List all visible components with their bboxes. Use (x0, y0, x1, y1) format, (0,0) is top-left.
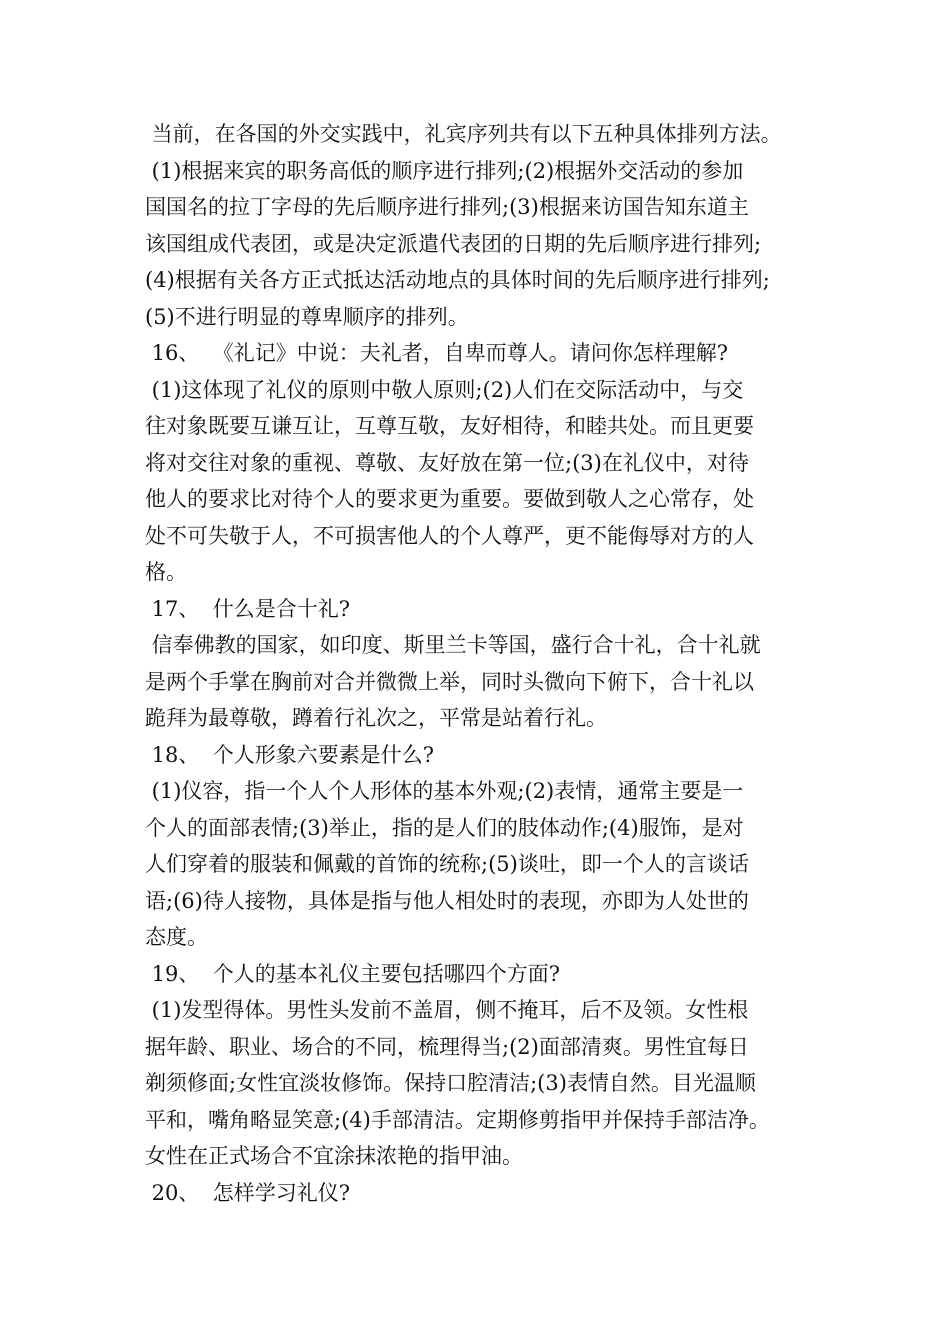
text-line: 个人的面部表情;(3)举止，指的是人们的肢体动作;(4)服饰，是对 (145, 815, 744, 840)
text-line: (4)根据有关各方正式抵达活动地点的具体时间的先后顺序进行排列; (145, 268, 770, 292)
text-line: 平和，嘴角略显笑意;(4)手部清洁。定期修剪指甲并保持手部洁净。 (145, 1107, 770, 1132)
text-line: 往对象既要互谦互让，互尊互敬，友好相待，和睦共处。而且更要 (145, 414, 754, 438)
text-line: 他人的要求比对待个人的要求更为重要。要做到敬人之心常存，处 (145, 487, 754, 511)
question-heading-20: 20、 怎样学习礼仪? (145, 1180, 351, 1205)
text-line: 态度。 (145, 925, 208, 949)
text-line: 语;(6)待人接物，具体是指与他人相处时的表现，亦即为人处世的 (145, 888, 749, 913)
question-heading-19: 19、 个人的基本礼仪主要包括哪四个方面? (145, 961, 561, 986)
question-heading-16: 16、 《礼记》中说：夫礼者，自卑而尊人。请问你怎样理解? (145, 341, 729, 365)
text-line: 信奉佛教的国家，如印度、斯里兰卡等国，盛行合十礼，合十礼就 (145, 633, 761, 657)
text-line: (1)这体现了礼仪的原则中敬人原则;(2)人们在交际活动中，与交 (145, 377, 744, 402)
text-line: 该国组成代表团，或是决定派遣代表团的日期的先后顺序进行排列; (145, 231, 762, 256)
text-line: (1)发型得体。男性头发前不盖眉，侧不掩耳，后不及领。女性根 (145, 998, 749, 1022)
text-line: 人们穿着的服装和佩戴的首饰的统称;(5)谈吐，即一个人的言谈话 (145, 852, 749, 876)
text-line: 格。 (145, 560, 187, 584)
text-line: 女性在正式场合不宜涂抹浓艳的指甲油。 (145, 1144, 523, 1168)
text-line: (1)仪容，指一个人个人形体的基本外观;(2)表情，通常主要是一 (145, 779, 744, 803)
text-line: (1)根据来宾的职务高低的顺序进行排列;(2)根据外交活动的参加 (145, 158, 744, 183)
text-line: (5)不进行明显的尊卑顺序的排列。 (145, 304, 469, 329)
text-line: 剃须修面;女性宜淡妆修饰。保持口腔清洁;(3)表情自然。目光温顺 (145, 1071, 756, 1095)
text-line: 国国名的拉丁字母的先后顺序进行排列;(3)根据来访国告知东道主 (145, 195, 749, 219)
text-line: 是两个手掌在胸前对合并微微上举，同时头微向下俯下，合十礼以 (145, 669, 754, 694)
question-heading-17: 17、 什么是合十礼? (145, 596, 351, 621)
text-line: 据年龄、职业、场合的不同，梳理得当;(2)面部清爽。男性宜每日 (145, 1034, 749, 1059)
text-line: 处不可失敬于人，不可损害他人的个人尊严，更不能侮辱对方的人 (145, 523, 754, 548)
text-line: 跪拜为最尊敬，蹲着行礼次之，平常是站着行礼。 (145, 706, 607, 730)
text-line: 当前，在各国的外交实践中，礼宾序列共有以下五种具体排列方法。 (145, 122, 782, 146)
text-line: 将对交往对象的重视、尊敬、友好放在第一位;(3)在礼仪中，对待 (145, 450, 749, 475)
document-body (145, 116, 825, 1211)
question-heading-18: 18、 个人形象六要素是什么? (145, 742, 435, 767)
